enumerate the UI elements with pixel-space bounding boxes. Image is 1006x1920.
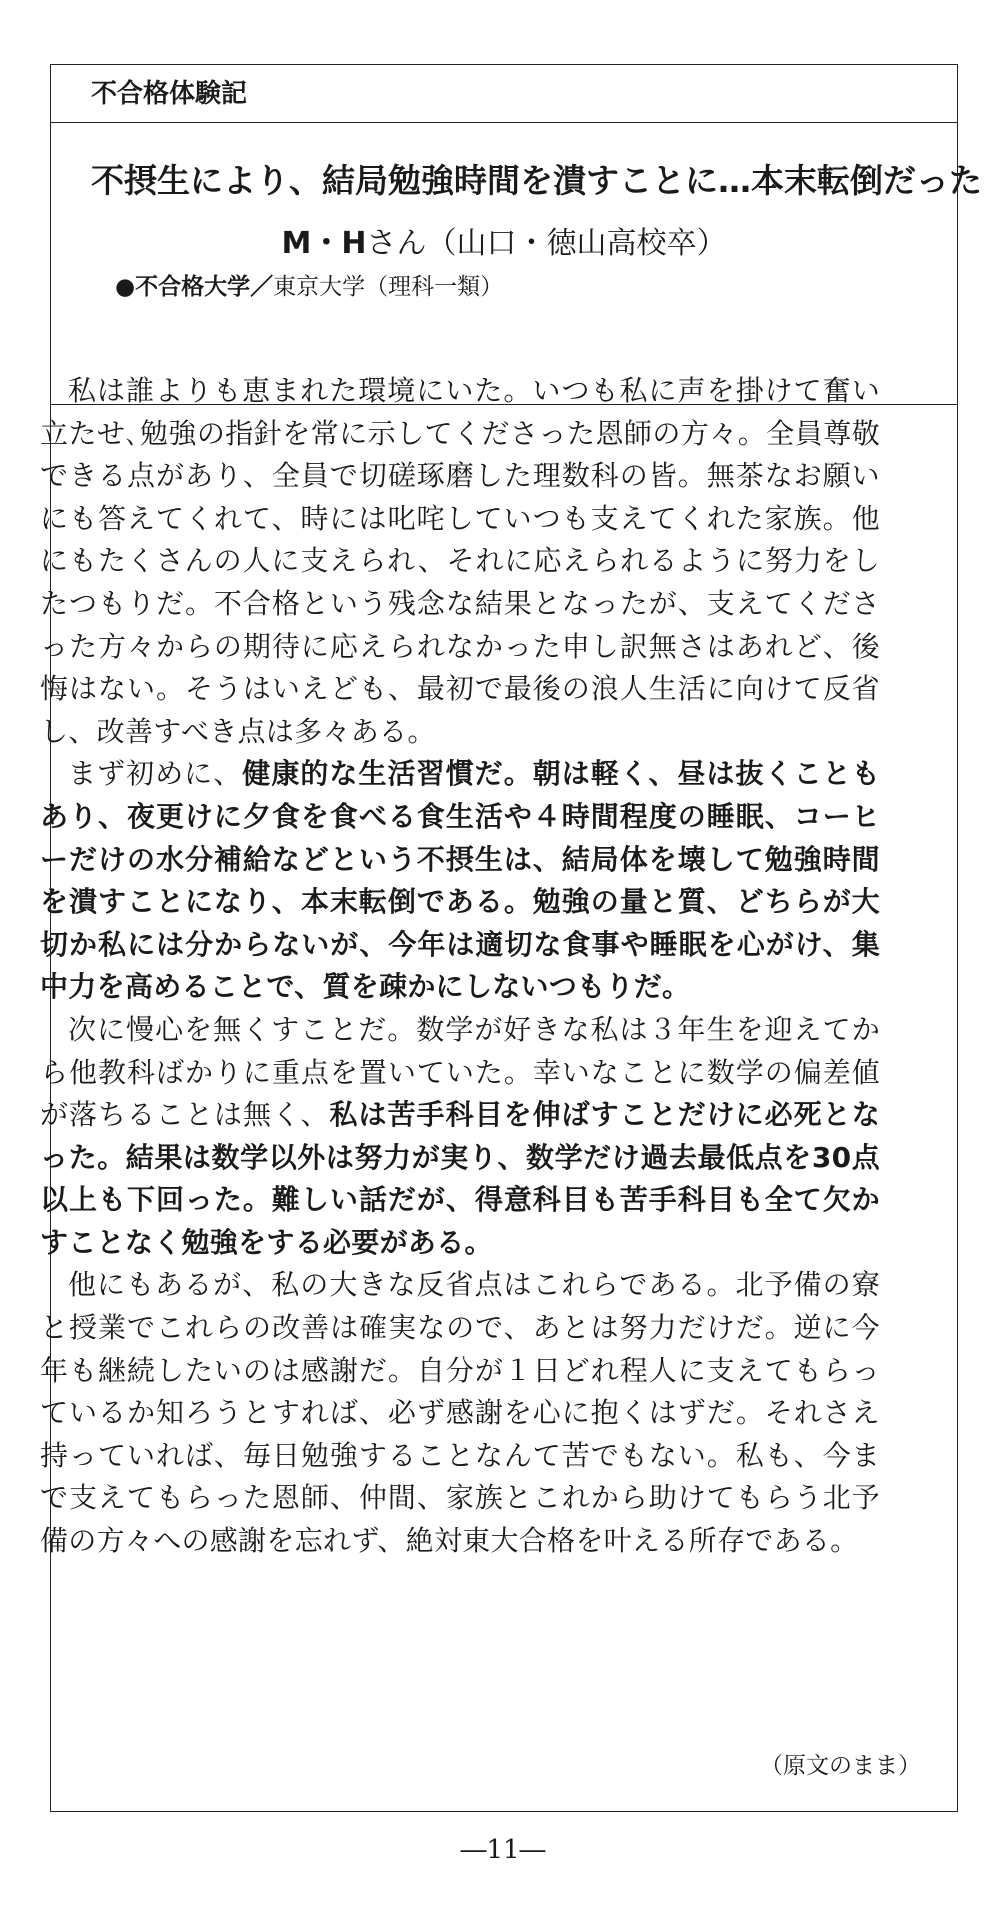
paragraph-2-bold-text: 健康的な生活習慣だ。朝は軽く、昼は抜くこともあり、夜更けに夕食を食べる食生活や４時間程度の睡眠、コーヒーだけの水分補給などという不摂生は、結局体を壊して勉強時間を潰すことになり、本末転倒である。勉強の量と質、どちらが大切か私には分からないが、今年は適切な食事や睡眠を心がけ、集中力を高めることで、質を疎かにしないつもりだ。: [40, 757, 880, 1004]
paragraph-2: [40, 753, 880, 1009]
paragraph-3-text: 次に慢心を無くすことだ。数学が好きな私は３年生を迎えてから他教科ばかりに重点を置いていた。幸いなことに数学の偏差値が落ちることは無く、: [40, 1012, 880, 1132]
author-initials: M・H: [281, 226, 367, 261]
paragraph-4-text: 他にもあるが、私の大きな反省点はこれらである。北予備の寮と授業でこれらの改善は確実なので、あとは努力だけだ。逆に今年も継続したいのは感謝だ。自分が１日どれ程人に支えてもらっているか知ろうとすれば、必ず感謝を心に抱くはずだ。それさえ持っていれば、毎日勉強することなんて苦でもない。私も、今まで支えてもらった恩師、仲間、家族とこれから助けてもらう北予備の方々への感謝を忘れず、絶対東大合格を叶える所存である。: [40, 1268, 880, 1558]
paragraph-4: [40, 1264, 880, 1562]
article-body: [40, 370, 880, 1563]
page-number: ―11―: [460, 1835, 546, 1865]
original-text-note: （原文のまま）: [760, 1753, 921, 1779]
article-header: [51, 123, 982, 405]
paragraph-1: [40, 370, 880, 753]
failed-university-line: [115, 269, 503, 305]
paragraph-3-bold-text: 私は苦手科目を伸ばすことだけに必死となった。結果は数学以外は努力が実り、数学だけ過去最低点を30点以上も下回った。難しい話だが、得意科目も苦手科目も全て欠かすことなく勉強をする必要がある。: [40, 1098, 880, 1259]
paragraph-3: [40, 1009, 880, 1265]
author-line: [51, 223, 957, 265]
failed-university-name: 東京大学（理科一類）: [273, 274, 504, 300]
article-title: 不摂生により、結局勉強時間を潰すことに…本末転倒だった: [91, 161, 982, 200]
paragraph-1-text: 私は誰よりも恵まれた環境にいた。いつも私に声を掛けて奮い立たせ､勉強の指針を常に示してくださった恩師の方々。全員尊敬できる点があり、全員で切磋琢磨した理数科の皆。無茶なお願いにも答えてくれて、時には叱咤していつも支えてくれた家族。他にもたくさんの人に支えられ、それに応えられるように努力をしたつもりだ。不合格という残念な結果となったが、支えてくださった方々からの期待に応えられなかった申し訳無さはあれど、後悔はない。そうはいえども、最初で最後の浪人生活に向けて反省し、改善すべき点は多々ある。: [40, 374, 880, 748]
author-school: さん（山口・徳山高校卒）: [366, 226, 727, 261]
section-label: 不合格体験記: [51, 65, 957, 123]
failed-university-label: ●不合格大学／: [115, 274, 274, 300]
paragraph-2-text: まず初めに、: [68, 757, 243, 791]
